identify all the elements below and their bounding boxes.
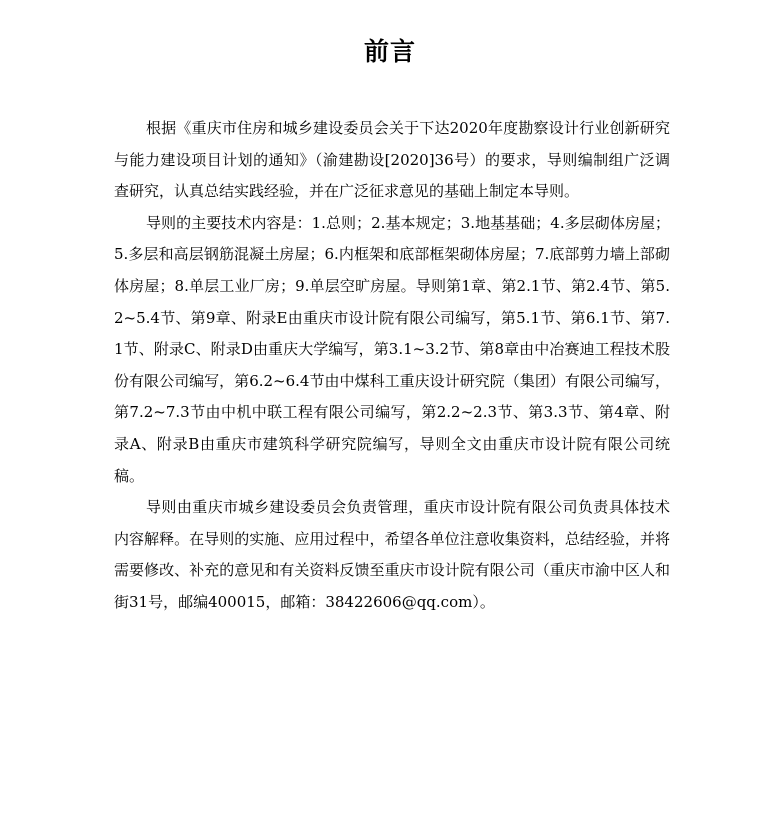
preface-body bbox=[114, 113, 670, 619]
page-title: 前言 bbox=[363, 37, 416, 66]
paragraph-management: 导则由重庆市城乡建设委员会负责管理，重庆市设计院有限公司负责具体技术内容解释。在导则的实施、应用过程中，希望各单位注意收集资料，总结经验，并将需要修改、补充的意见和有关资料反馈至重庆市设计院有限公司（重庆市渝中区人和街31号，邮编400015，邮箱：38422606@qq.com）。 bbox=[114, 498, 670, 611]
paragraph-contents: 导则的主要技术内容是：1.总则；2.基本规定；3.地基基础；4.多层砌体房屋；5.多层和高层钢筋混凝土房屋；6.内框架和底部框架砌体房屋；7.底部剪力墙上部砌体房屋；8.单层工业厂房；9.单层空旷房屋。导则第1章、第2.1节、第2.4节、第5.2~5.4节、第9章、附录E由重庆市设计院有限公司编写，第5.1节、第6.1节、第7.1节、附录C、附录D由重庆大学编写，第3.1~3.2节、第8章由中冶赛迪工程技术股份有限公司编写，第6.2~6.4节由中煤科工重庆设计研究院（集团）有限公司编写，第7.2~7.3节由中机中联工程有限公司编写，第2.2~2.3节、第3.3节、第4章、附录A、附录B由重庆市建筑科学研究院编写，导则全文由重庆市设计院有限公司统稿。 bbox=[114, 213, 670, 485]
paragraph-purpose: 根据《重庆市住房和城乡建设委员会关于下达2020年度勘察设计行业创新研究与能力建设项目计划的通知》（渝建勘设[2020]36号）的要求，导则编制组广泛调查研究，认真总结实践经验，并在广泛征求意见的基础上制定本导则。 bbox=[114, 119, 670, 201]
